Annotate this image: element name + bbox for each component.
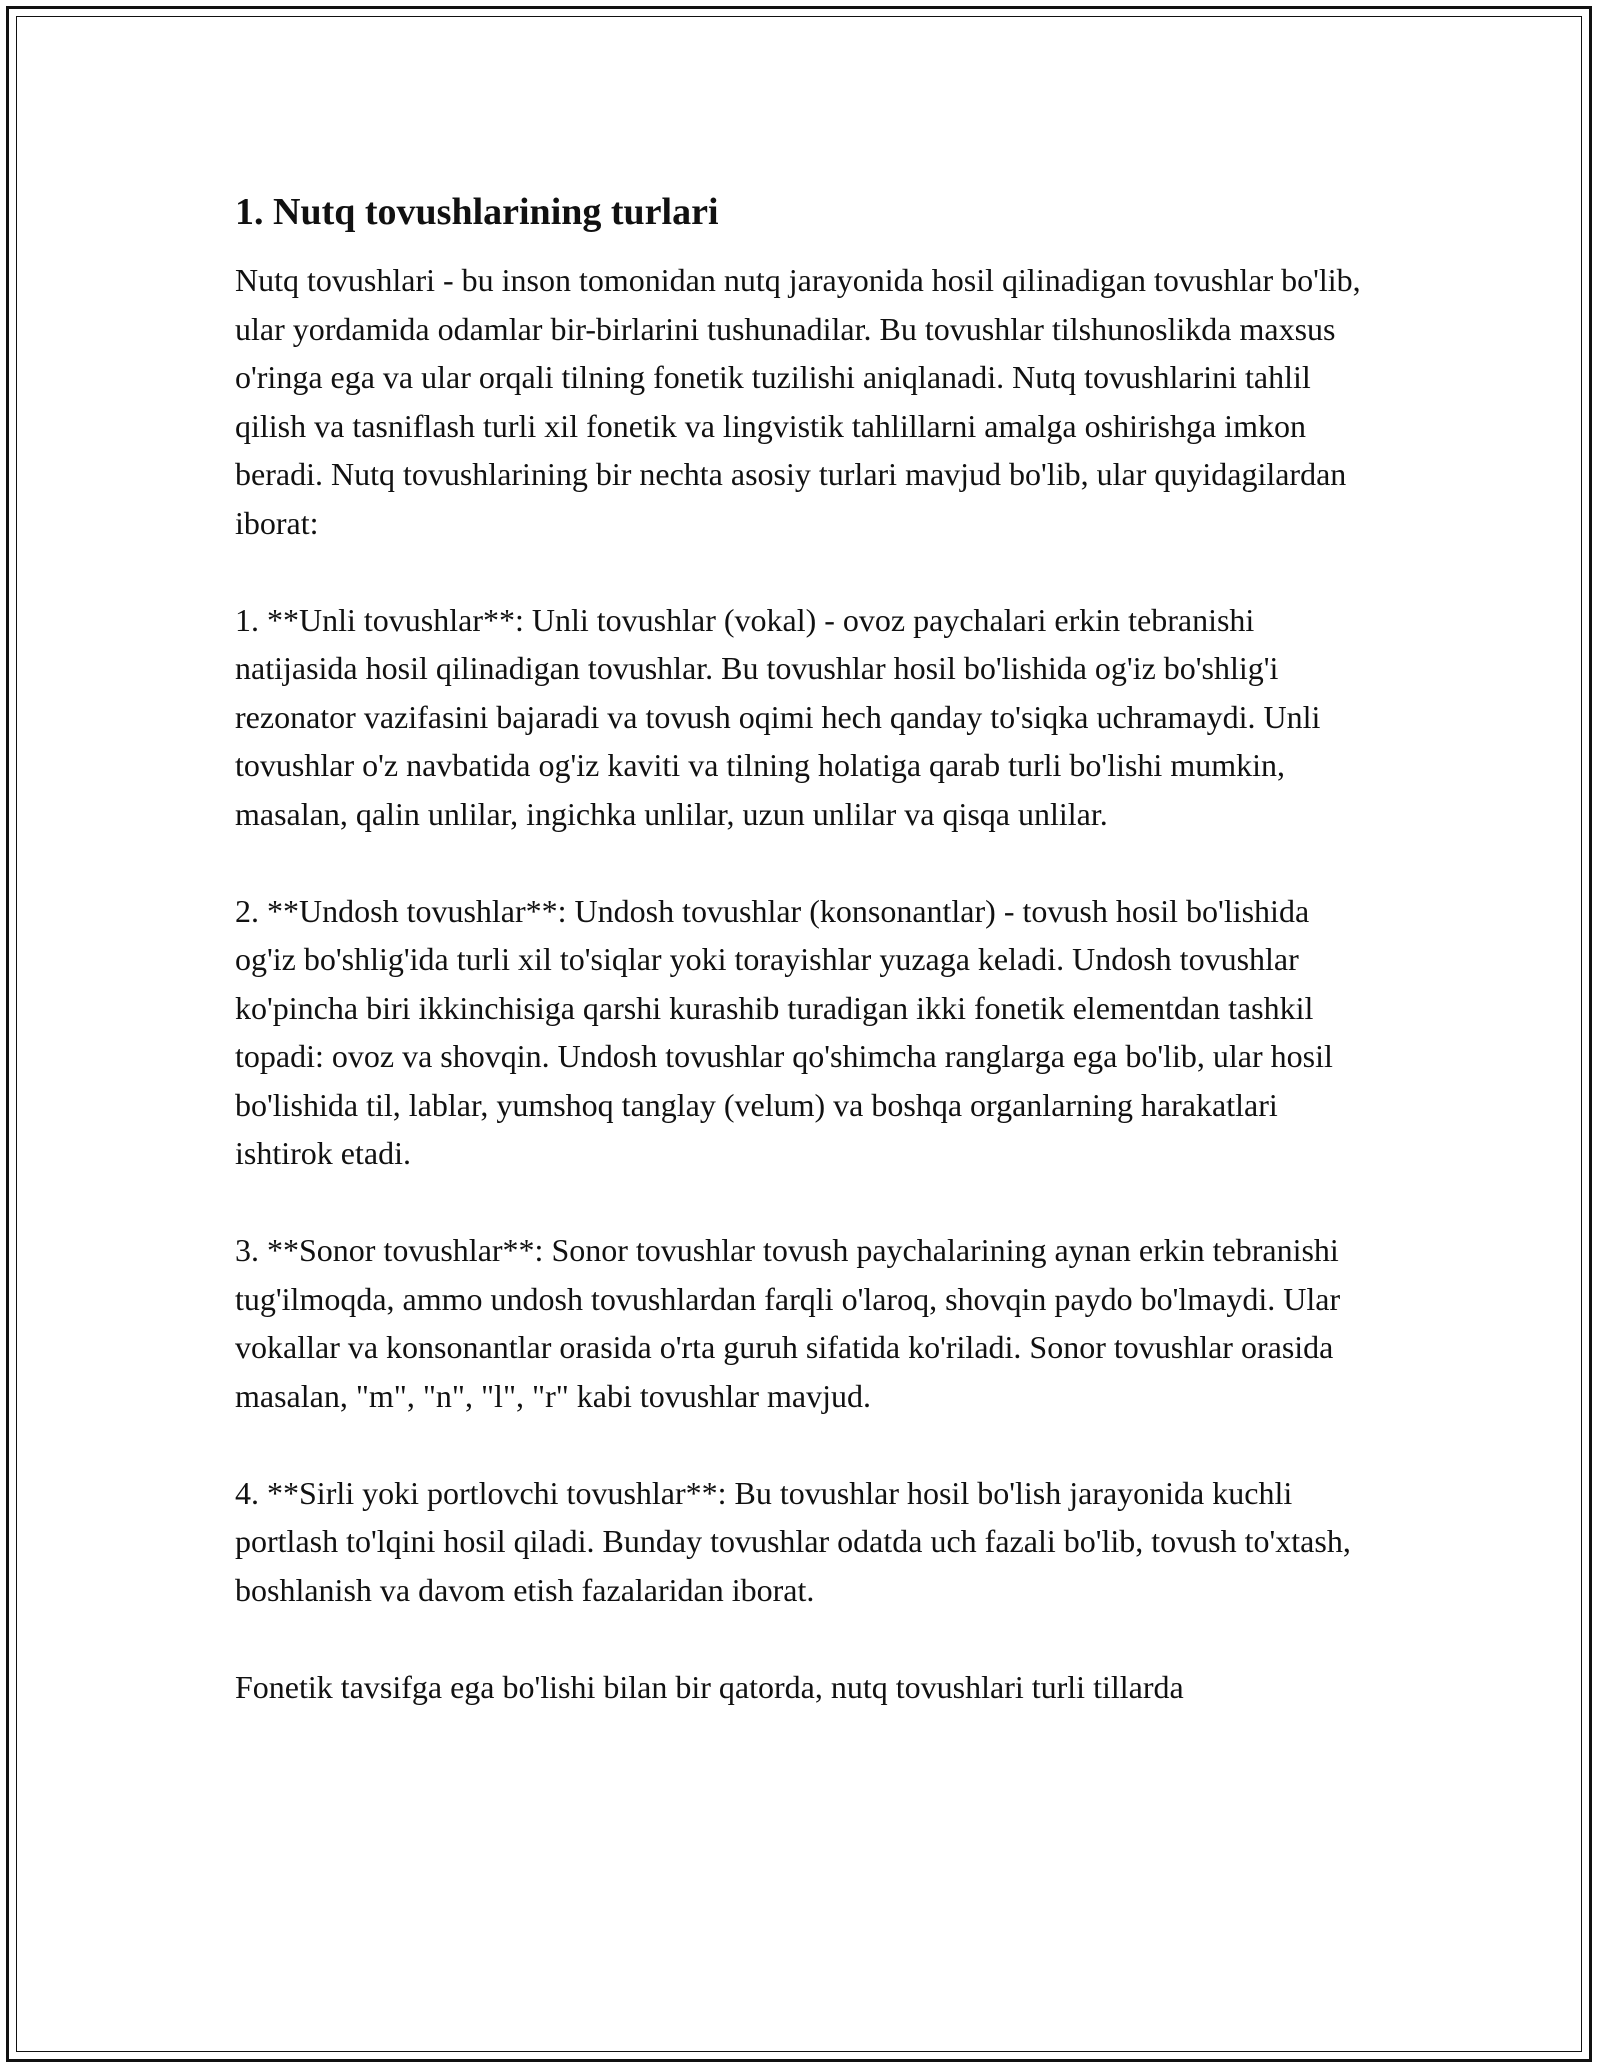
list-item-consonants: 2. **Undosh tovushlar**: Undosh tovushlar (konsonantlar) - tovush hosil bo'lishida og'iz bo'shlig'ida turli xil to'siqlar yoki torayishlar yuzaga keladi. Undosh tovushlar ko'pincha biri ikkinchisiga qarshi kurashib turadigan ikki fonetik elementdan tashkil topadi: ovoz va shovqin. Undosh tovushlar qo'shimcha ranglarga ega bo'lib, ular hosil bo'lishida til, lablar, yumshoq tanglay (velum) va boshqa organlarning harakatlari ishtirok etadi. [235,892,1341,1171]
document-body [235,188,1369,1711]
list-item-plosives: 4. **Sirli yoki portlovchi tovushlar**: Bu tovushlar hosil bo'lish jarayonida kuchli portlash to'lqini hosil qiladi. Bunday tovushlar odatda uch fazali bo'lib, tovush to'xtash, boshlanish va davom etish fazalaridan iborat. [235,1474,1359,1608]
intro-paragraph: Nutq tovushlari - bu inson tomonidan nutq jarayonida hosil qilinadigan tovushlar bo'lib, ular yordamida odamlar bir-birlarini tushunadilar. Bu tovushlar tilshunoslikda maxsus o'ringa ega va ular orqali tilning fonetik tuzilishi aniqlanadi. Nutq tovushlarini tahlil qilish va tasniflash turli xil fonetik va lingvistik tahlillarni amalga oshirishga imkon beradi. Nutq tovushlarining bir nechta asosiy turlari mavjud bo'lib, ular quyidagilardan iborat: [235,262,1369,541]
section-title: 1. Nutq tovushlarining turlari [235,191,719,233]
list-item-sonorants: 3. **Sonor tovushlar**: Sonor tovushlar tovush paychalarining aynan erkin tebranishi tug'ilmoqda, ammo undosh tovushlardan farqli o'laroq, shovqin paydo bo'lmaydi. Ular vokallar va konsonantlar orasida o'rta guruh sifatida ko'riladi. Sonor tovushlar orasida masalan, "m", "n", "l", "r" kabi tovushlar mavjud. [235,1232,1349,1414]
closing-paragraph: Fonetik tavsifga ega bo'lishi bilan bir qatorda, nutq tovushlari turli tillarda [235,1668,1184,1705]
list-item-vowels: 1. **Unli tovushlar**: Unli tovushlar (vokal) - ovoz paychalari erkin tebranishi natijasida hosil qilinadigan tovushlar. Bu tovushlar hosil bo'lishida og'iz bo'shlig'i rezonator vazifasini bajaradi va tovush oqimi hech qanday to'siqka uchramaydi. Unli tovushlar o'z navbatida og'iz kaviti va tilning holatiga qarab turli bo'lishi mumkin, masalan, qalin unlilar, ingichka unlilar, uzun unlilar va qisqa unlilar. [235,601,1329,832]
